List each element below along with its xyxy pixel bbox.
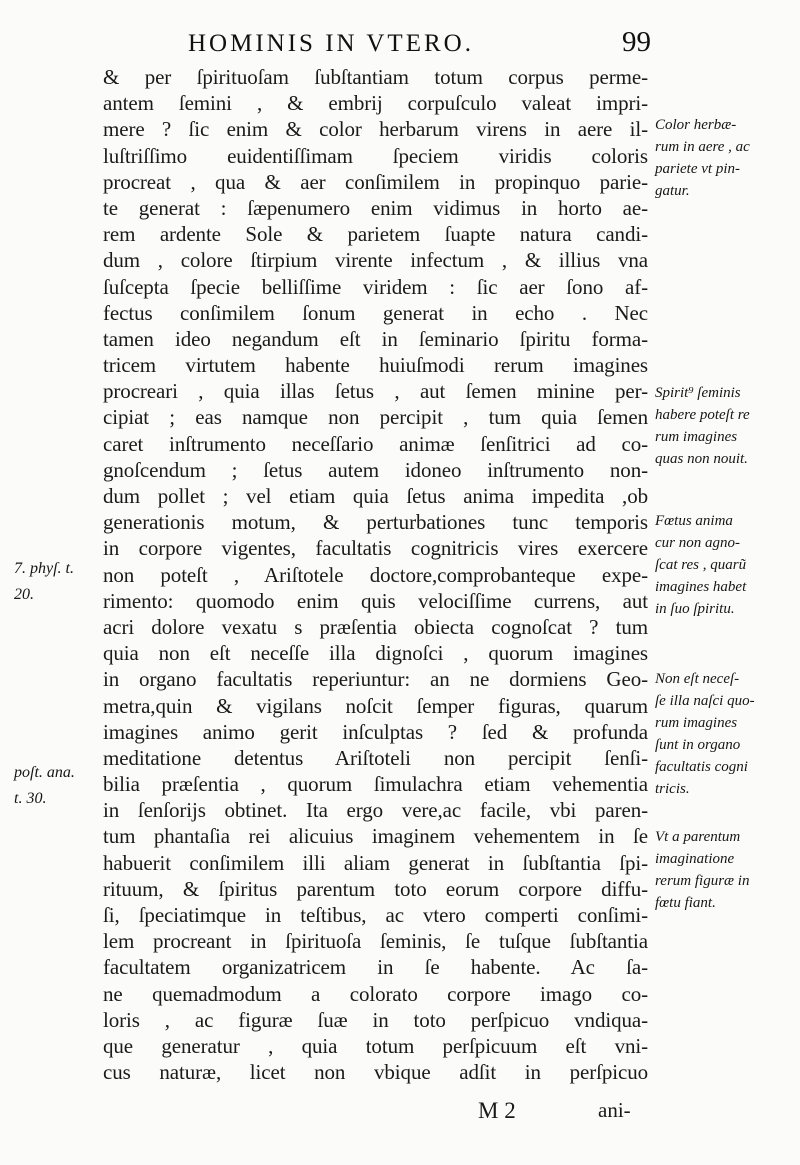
margin-note-line: ſunt in organo <box>655 737 741 753</box>
source-reference <box>14 760 75 812</box>
main-text-block <box>103 64 648 1085</box>
text-line: procreari , quia illas ſetus , aut ſemen minine per- <box>103 379 648 404</box>
text-line: lem procreant in ſpirituoſa ſeminis, ſe tuſque ſubſtantia <box>103 929 648 954</box>
text-line: quia non eſt neceſſe illa dignoſci , quorum imagines <box>103 641 648 666</box>
signature-mark: M 2 <box>478 1098 516 1123</box>
text-line: te generat : ſæpenumero enim vidimus in horto ae- <box>103 195 648 220</box>
source-reference-line: poſt. ana. <box>14 764 75 781</box>
text-line: imagines animo gerit inſculptas ? ſed & profunda <box>103 719 648 744</box>
margin-note-line: Non eſt neceſ- <box>655 671 740 687</box>
text-line: metra,quin & vigilans noſcit ſemper figuras, quarum <box>103 693 648 718</box>
text-line: antem ſemini , & embrij corpuſculo valeat impri- <box>103 91 648 116</box>
text-line: fectus conſimilem ſonum generat in echo . Nec <box>103 300 648 325</box>
text-line: tricem virtutem habente huiuſmodi rerum imagines <box>103 353 648 378</box>
text-line: luſtriſſimo euidentiſſimam ſpeciem viridis coloris <box>103 143 648 168</box>
text-line: in organo facultatis reperiuntur: an ne dormiens Geo- <box>103 667 648 692</box>
text-line: tum phantaſia rei alicuius imaginem vehementem in ſe <box>103 824 648 849</box>
margin-note-line: tricis. <box>655 781 690 797</box>
text-line: ſuſcepta ſpecie belliſſime viridem : ſic aer ſono af- <box>103 274 648 299</box>
margin-note-line: Vt a parentum <box>655 829 741 845</box>
margin-note-line: Spirit⁹ ſeminis <box>655 385 741 401</box>
page-number: 99 <box>622 26 651 58</box>
margin-note-line: quas non nouit. <box>655 451 748 467</box>
source-reference-line: 20. <box>14 586 34 603</box>
margin-note-line: ſcat res , quarũ <box>655 557 747 573</box>
margin-note <box>655 382 795 470</box>
text-line: & per ſpirituoſam ſubſtantiam totum corpus perme- <box>103 65 648 89</box>
running-head: HOMINIS IN VTERO. <box>188 30 474 57</box>
margin-note-line: Color herbæ- <box>655 117 737 133</box>
text-line: ſi, ſpeciatimque in teſtibus, ac vtero comperti conſimi- <box>103 903 648 927</box>
text-line: meditatione detentus Ariſtoteli non percipit ſenſi- <box>103 745 648 770</box>
source-reference <box>14 556 74 608</box>
margin-note-line: Fœtus anima <box>655 513 733 529</box>
margin-note-line: imagines habet <box>655 579 747 595</box>
margin-note-line: rum in aere , ac <box>655 139 750 155</box>
margin-note <box>655 668 795 800</box>
margin-note-line: gatur. <box>655 183 690 199</box>
margin-note-line: in ſuo ſpiritu. <box>655 601 735 617</box>
text-line: bilia præſentia , quorum ſimulachra etiam vehementia <box>103 772 648 797</box>
text-line: que generatur , quia totum perſpicuum eſt vni- <box>103 1033 648 1058</box>
margin-note <box>655 114 795 202</box>
text-line: non poteſt , Ariſtotele doctore,comprobanteque expe- <box>103 562 648 587</box>
text-line: loris , ac figuræ ſuæ in toto perſpicuo vndiqua- <box>103 1007 648 1032</box>
text-line: rimento: quomodo enim quis velociſſime currens, aut <box>103 588 648 613</box>
margin-note-line: habere poteſt re <box>655 407 750 423</box>
text-line: rem ardente Sole & parietem ſuapte natura candi- <box>103 222 648 247</box>
text-line: cus naturæ, licet non vbique adſit in perſpicuo <box>103 1060 648 1085</box>
source-reference-line: t. 30. <box>14 790 47 807</box>
margin-note <box>655 826 795 914</box>
margin-note-line: rum imagines <box>655 429 738 445</box>
text-line: in ſenſorijs obtinet. Ita ergo vere,ac facile, vbi paren- <box>103 798 648 823</box>
margin-note-line: fœtu fiant. <box>655 895 716 911</box>
source-reference-line: 7. phyſ. t. <box>14 560 74 577</box>
text-line: generationis motum, & perturbationes tunc temporis <box>103 510 648 535</box>
text-line: ne quemadmodum a colorato corpore imago co- <box>103 981 648 1006</box>
text-line: dum , colore ſtirpium virente infectum , & illius vna <box>103 248 648 273</box>
text-line: caret inſtrumento neceſſario animæ ſenſitrici ad co- <box>103 431 648 456</box>
text-line: gnoſcendum ; ſetus autem idoneo inſtrumento non- <box>103 457 648 482</box>
text-line: acri dolore vexatu s præſentia obiecta cognoſcat ? tum <box>103 614 648 639</box>
text-line: cipiat ; eas namque non percipit , tum quia ſemen <box>103 405 648 430</box>
margin-note-line: cur non agno- <box>655 535 740 551</box>
catchword: ani- <box>598 1098 631 1122</box>
margin-note-line: facultatis cogni <box>655 759 748 775</box>
page-header <box>188 22 658 62</box>
text-line: dum pollet ; vel etiam quia ſetus anima impedita ,ob <box>103 484 648 508</box>
page-footer <box>103 1098 648 1128</box>
text-line: rituum, & ſpiritus parentum toto eorum corpore diffu- <box>103 876 648 901</box>
margin-note-line: imaginatione <box>655 851 735 867</box>
text-line: mere ? ſic enim & color herbarum virens in aere il- <box>103 117 648 142</box>
text-line: in corpore vigentes, facultatis cognitricis vires exercere <box>103 536 648 561</box>
margin-note-line: rum imagines <box>655 715 738 731</box>
text-line: facultatem organizatricem in ſe habente. Ac ſa- <box>103 955 648 980</box>
margin-note-line: ſe illa naſci quo- <box>655 693 755 709</box>
margin-note-line: rerum figuræ in <box>655 873 750 889</box>
text-line: procreat , qua & aer conſimilem in propinquo parie- <box>103 169 648 194</box>
margin-note <box>655 510 795 620</box>
text-line: tamen ideo negandum eſt in ſeminario ſpiritu forma- <box>103 326 648 351</box>
text-line: habuerit conſimilem illi aliam generat in ſubſtantia ſpi- <box>103 850 648 875</box>
margin-note-line: pariete vt pin- <box>655 161 740 177</box>
